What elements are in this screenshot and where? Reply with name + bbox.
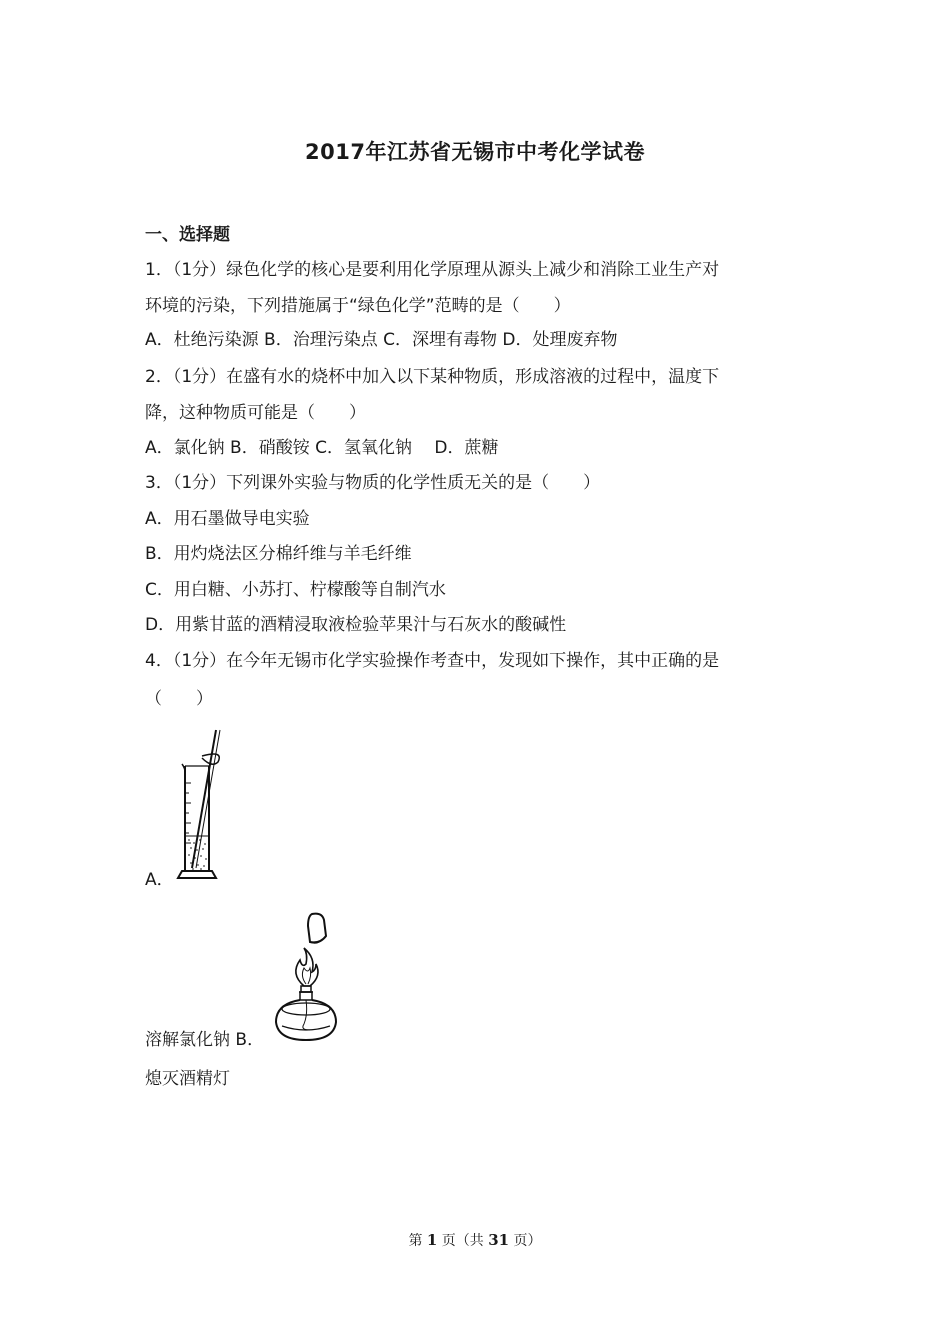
question-3-option-b: B．用灼烧法区分棉纤维与羊毛纤维 [145,544,412,564]
question-3-option-a: A．用石墨做导电实验 [145,509,310,529]
question-4-line-2: （ ） [145,689,213,709]
footer-prefix: 第 [408,1233,427,1249]
footer-total-pages: 31 [488,1231,510,1249]
question-3-line-1: 3．（1分）下列课外实验与物质的化学性质无关的是（ ） [145,473,601,493]
section-heading: 一、选择题 [145,225,230,245]
question-1-options: A．杜绝污染源 B．治理污染点 C．深埋有毒物 D．处理废弃物 [145,330,618,350]
question-2-line-2: 降，这种物质可能是（ ） [145,403,366,423]
question-3-option-d: D．用紫甘蓝的酒精浸取液检验苹果汁与石灰水的酸碱性 [145,615,567,635]
question-4-line-1: 4．（1分）在今年无锡市化学实验操作考查中，发现如下操作，其中正确的是 [145,651,720,671]
page-footer [0,1230,950,1250]
footer-suffix: 页） [509,1233,542,1249]
alcohol-lamp-figure [270,906,342,1046]
question-4-label-a: A． [145,870,174,890]
question-1-line-2: 环境的污染，下列措施属于“绿色化学”范畴的是（ ） [145,296,571,316]
question-4-caption-b: 熄灭酒精灯 [145,1069,230,1089]
question-3-option-c: C．用白糖、小苏打、柠檬酸等自制汽水 [145,580,446,600]
question-1-line-1: 1．（1分）绿色化学的核心是要利用化学原理从源头上减少和消除工业生产对 [145,260,720,280]
footer-page-number: 1 [426,1231,438,1249]
footer-middle: 页（共 [437,1233,489,1249]
question-4-caption-a-label-b: 溶解氯化钠 B． [145,1030,265,1050]
graduated-cylinder-figure [172,728,232,884]
question-2-line-1: 2．（1分）在盛有水的烧杯中加入以下某种物质，形成溶液的过程中，温度下 [145,367,720,387]
question-2-options: A．氯化钠 B．硝酸铵 C．氢氧化钠 D．蔗糖 [145,438,499,458]
page-title: 2017年江苏省无锡市中考化学试卷 [305,140,645,164]
